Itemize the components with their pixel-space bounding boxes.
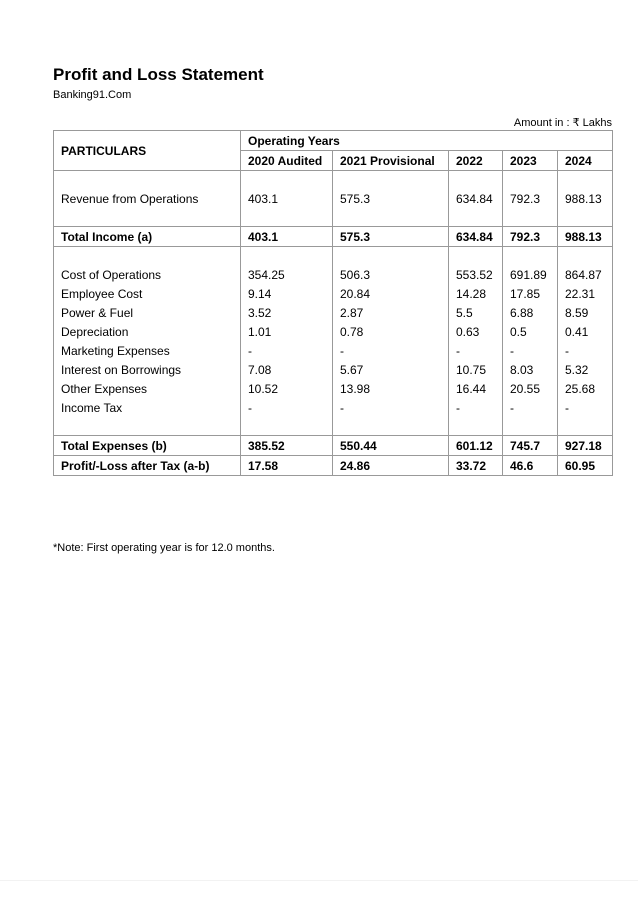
row-label: Income Tax [54, 398, 241, 417]
cell-value: 17.85 [503, 284, 558, 303]
cell-value: 24.86 [333, 456, 449, 476]
cell-value: - [558, 398, 613, 417]
operating-years-header: Operating Years [241, 131, 613, 151]
cell-value: - [241, 398, 333, 417]
table-row-revenue [54, 189, 613, 208]
cell-value: 601.12 [449, 436, 503, 456]
cell-value: 20.84 [333, 284, 449, 303]
cell-value: 8.59 [558, 303, 613, 322]
cell-value: 553.52 [449, 265, 503, 284]
row-label: Total Income (a) [54, 227, 241, 247]
cell-value: 634.84 [449, 189, 503, 208]
year-header: 2021 Provisional [333, 151, 449, 171]
table-row-total-income [54, 227, 613, 247]
cell-value: 1.01 [241, 322, 333, 341]
cell-value: 0.78 [333, 322, 449, 341]
cell-value: 22.31 [558, 284, 613, 303]
cell-value: 7.08 [241, 360, 333, 379]
year-header: 2023 [503, 151, 558, 171]
row-label: Power & Fuel [54, 303, 241, 322]
cell-value: 10.52 [241, 379, 333, 398]
cell-value: 575.3 [333, 189, 449, 208]
cell-value: 2.87 [333, 303, 449, 322]
amount-unit-note: Amount in : ₹ Lakhs [513, 117, 612, 129]
cell-value: 5.32 [558, 360, 613, 379]
cell-value: 10.75 [449, 360, 503, 379]
cell-value: 60.95 [558, 456, 613, 476]
table-row-expense [54, 379, 613, 398]
footer-divider [0, 880, 638, 881]
cell-value: - [333, 341, 449, 360]
cell-value: 792.3 [503, 227, 558, 247]
cell-value: 988.13 [558, 227, 613, 247]
table-row-total-expenses [54, 436, 613, 456]
cell-value: 403.1 [241, 189, 333, 208]
cell-value: 5.5 [449, 303, 503, 322]
cell-value: - [449, 398, 503, 417]
cell-value: 0.41 [558, 322, 613, 341]
cell-value: - [503, 341, 558, 360]
cell-value: 9.14 [241, 284, 333, 303]
row-label: Revenue from Operations [54, 189, 241, 208]
cell-value: 354.25 [241, 265, 333, 284]
table-row-expense [54, 360, 613, 379]
year-header: 2022 [449, 151, 503, 171]
cell-value: 0.63 [449, 322, 503, 341]
cell-value: - [503, 398, 558, 417]
site-name: Banking91.Com [53, 89, 132, 101]
cell-value: 33.72 [449, 456, 503, 476]
cell-value: 5.67 [333, 360, 449, 379]
cell-value: - [449, 341, 503, 360]
cell-value: 46.6 [503, 456, 558, 476]
table-row-expense [54, 322, 613, 341]
table-row-expense [54, 303, 613, 322]
cell-value: 634.84 [449, 227, 503, 247]
year-header: 2024 [558, 151, 613, 171]
cell-value: 6.88 [503, 303, 558, 322]
cell-value: 864.87 [558, 265, 613, 284]
cell-value: 13.98 [333, 379, 449, 398]
table-row-expense [54, 265, 613, 284]
table-row-expense [54, 341, 613, 360]
row-label: Other Expenses [54, 379, 241, 398]
table-row-expense [54, 398, 613, 417]
cell-value: 691.89 [503, 265, 558, 284]
cell-value: 20.55 [503, 379, 558, 398]
cell-value: 0.5 [503, 322, 558, 341]
cell-value: 403.1 [241, 227, 333, 247]
row-label: Interest on Borrowings [54, 360, 241, 379]
table-row-profit [54, 456, 613, 476]
cell-value: 927.18 [558, 436, 613, 456]
page-title: Profit and Loss Statement [53, 65, 264, 84]
table-row-expense [54, 284, 613, 303]
cell-value: 792.3 [503, 189, 558, 208]
row-label: Marketing Expenses [54, 341, 241, 360]
cell-value: 988.13 [558, 189, 613, 208]
footnote: *Note: First operating year is for 12.0 months. [53, 542, 275, 554]
cell-value: 550.44 [333, 436, 449, 456]
cell-value: - [558, 341, 613, 360]
row-label: Employee Cost [54, 284, 241, 303]
cell-value: 17.58 [241, 456, 333, 476]
cell-value: 745.7 [503, 436, 558, 456]
particulars-header: PARTICULARS [54, 131, 241, 171]
cell-value: 506.3 [333, 265, 449, 284]
year-header: 2020 Audited [241, 151, 333, 171]
cell-value: 25.68 [558, 379, 613, 398]
cell-value: 8.03 [503, 360, 558, 379]
cell-value: - [333, 398, 449, 417]
profit-loss-table [53, 130, 613, 476]
cell-value: 14.28 [449, 284, 503, 303]
row-label: Total Expenses (b) [54, 436, 241, 456]
row-label: Profit/-Loss after Tax (a-b) [54, 456, 241, 476]
row-label: Cost of Operations [54, 265, 241, 284]
cell-value: 575.3 [333, 227, 449, 247]
cell-value: 16.44 [449, 379, 503, 398]
row-label: Depreciation [54, 322, 241, 341]
cell-value: - [241, 341, 333, 360]
cell-value: 385.52 [241, 436, 333, 456]
cell-value: 3.52 [241, 303, 333, 322]
